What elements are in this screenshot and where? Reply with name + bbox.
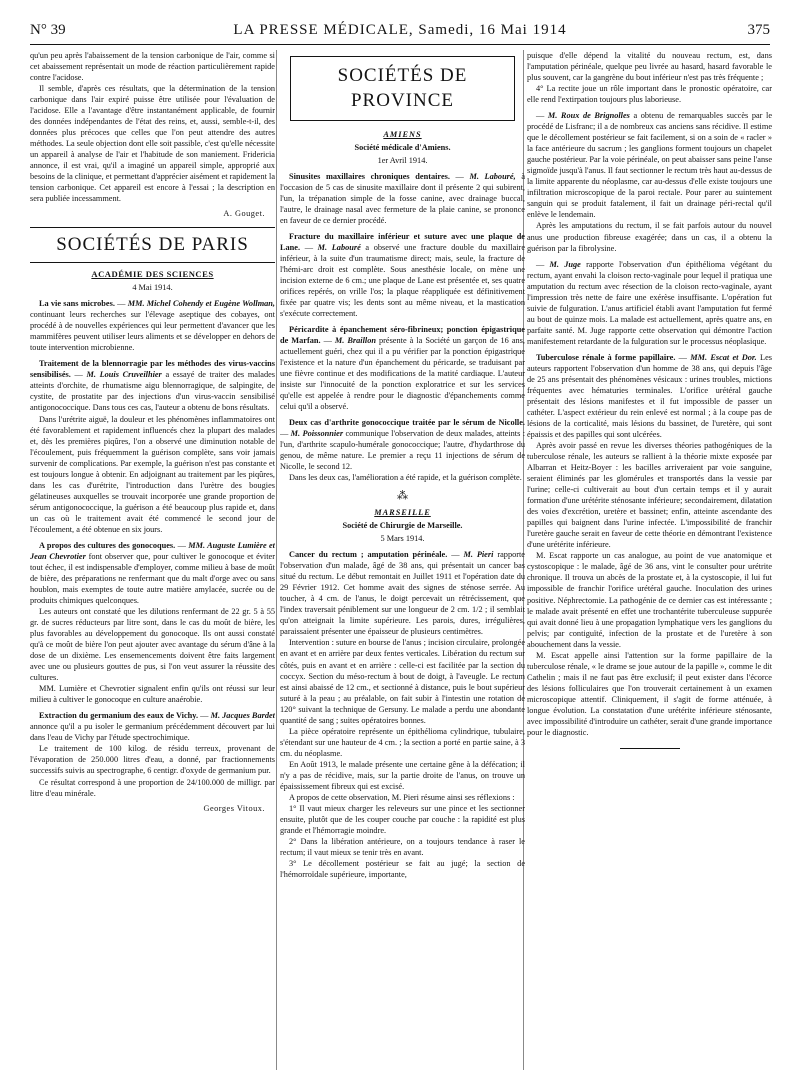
article-title: Cancer du rectum ; amputation périnéale. [289,550,448,560]
article: — M. Juge rapporte l'observation d'un épithélioma végétant du rectum, ayant envahi la cloison recto-vaginale pour lequel il pratiqua une amputation du rectum avec résection de la cloison recto-vaginale, ayant l'impression très nette de faire une exérèse insuffisante. L'opération fut suivie de fulguration. L'anus artificiel établi avant l'amputation fut fermé au bout de quinze mois. La malade est actuellement, après quatre ans, en parfaite santé. M. Juge rapporte cette observation qui démontre l'action manifestement retardante de la fulguration sur le processus néoplasique. [527,259,772,346]
article: Sinusites maxillaires chroniques dentaires. — M. Labouré, à l'occasion de 5 cas de sinusite maxillaire dont il présente 2 qui subirent, l'un, la trépanation simple de la fosse canine, avec drainage buccal, l'autre, le drainage nasal avec fermeture de la plaie canine, se prononce en faveur de ce dernier procédé. [280,171,525,225]
article: Tuberculose rénale à forme papillaire. — MM. Escat et Dor. Les auteurs rapportent l'observation d'un homme de 38 ans, qui depuis l'âge de 25 ans présentait des phénomènes vésicaux : urines troubles, mictions fréquentes avec hématuries terminales. L'orifice urétéral gauche présentait des lésions manifestes et il fut impossible de passer un cathéter. L'aspect extérieur du rein enlevé est normal ; à la coupe pas de lésions de la corticalité, mais lésions du bassinet, de l'uretère, qui sont épaissis et des papilles qui sont ulcérées. Après avoir passé en revue les diverses théories pathogéniques de la tuberculose rénale, les auteurs se rallient à la théorie mixte exposée par Albarran et Heitz-Boyer : les bacilles arriveraient par voie sanguine, seraient éliminés par les glomérules et transportés dans la vessie par l'urine; celle-ci cultiverait au bout d'un certain temps et il y aurait formation d'une urétérite sténosante inférieure; secondairement, dilatation des voies d'excrétion, uretère et bassinet; enfin, atteinte ascendante des papilles qui baignent dans l'urine infectée. L'impossibilité de franchir l'uretère gauche serait en faveur de cette théorie en démontrant l'existence d'une urétérite inférieure. M. Escat rapporte un cas analogue, au point de vue anatomique et cystoscopique : le malade, âgé de 36 ans, vint le consulter pour urétrite chronique. Il trouva un abcès de la prostate et, à la cystoscopie, il lui fut impossible de franchir l'orifice urétéral gauche. Inoculation des urines positive. Néphrectomie. La pathogénie de ce dernier cas est intéressante ; le malade avait présenté en effet une trochantérite tuberculeuse suppurée qui avait donné lieu à une propagation lymphatique vers les ganglions du pelvis; par contiguïté, infection de la prostate et de l'uretère à son abouchement dans la vessie. M. Escat appelle ainsi l'attention sur la forme papillaire de la tuberculose rénale, « le drame se joue autour de la papille », comme le dit Cathelin ; mais il ne faut pas être exclusif; il peut exister dans l'écorce des lésions folliculaires que l'on trouverait certainement à un examen microscopique attentif. Cliniquement, il s'agit de forme atténuée, à longue évolution. La constatation d'une urétérite inférieure sténosante, avec impossibilité d'introduire un cathéter, serait d'une grande importance pour le diagnostic. [527,352,772,737]
paragraph: La pièce opératoire représente un épithélioma cylindrique, tubulaire, s'étendant sur une hauteur de 4 cm. ; la section a porté en partie saine, à 3 cm. du néoplasme. [280,726,525,758]
article-body: annonce qu'il a pu isoler le germanium précédemment découvert par lui dans l'eau de Vichy par l'étude spectrochimique. [30,722,275,743]
author-signature: A. Gouget. [223,209,265,219]
article-authors: M. Louis Cruveilhier [86,370,162,380]
paragraph: A propos de cette observation, M. Pieri résume ainsi ses réflexions : [289,792,515,802]
city-heading: MARSEILLE [374,508,431,518]
article: Fracture du maxillaire inférieur et suture avec une plaque de Lane. — M. Labouré a observé une fracture double du maxillaire inférieur, à la suite d'un traumatisme direct; mais, seule, la fracture de l'hémi-arc droit est complète. Sous anesthésie locale, on mène une incision externe de 6 cm.; une plaque de Lane est présentée et, ses quatre orifices repérés, on vrille l'os; la plaque réappliquée est définitivement fixée par quatre vis; les dents sont au même niveau, et la mastication s'exécute correctement. [280,231,525,318]
paragraph: En Août 1913, le malade présente une certaine gêne à la défécation; il n'y a pas de récidive, mais, sur la partie droite de l'anus, on trouve un épaississement fibreux qui est excisé. [280,759,525,791]
article-title: Tuberculose rénale à forme papillaire. [536,352,676,362]
article-body: présente à la Société un garçon de 16 ans, actuellement guéri, chez qui il a pu vérifier par la ponction épigastrique l'existence et la nature d'un épanchement du péricarde, se traduisant par une fièvre continue et des modifications de la matité cardiaque. L'auteur insiste sur l'innocuité de la ponction exploratrice et sur les services qu'elle est appelée à rendre pour le diagnostic d'épanchements comme celui qu'il a observé. [280,336,525,412]
issue-number: N° 39 [30,22,66,38]
page-number: 375 [747,22,770,38]
paragraph: Intervention : suture en bourse de l'anus ; incision circulaire, prolongée en avant et en arrière par deux fentes verticales. Libération du rectum sur côtés, puis en avant et en arrière : celle-ci est facilitée par la section du coccyx. Section du méso-rectum à bout de doigt, à l'aveugle. Le rectum est ainsi abaissé de 12 cm., et sectionné à distance, puis le bout supérieur suturé à la peau ; au préalable, on fait subir à l'intestin une rotation de 120° suivant la technique de Gersuny. Le malade a perdu une abondante quantité de sang ; suites opératoires bonnes. [280,638,525,725]
paragraph: puisque d'elle dépend la vitalité du nouveau rectum, est, dans l'amputation périnéale, quelque peu livrée au hasard, hasard favorable le plus souvent, car la gangrène du bout inférieur n'est pas très fréquente ; [527,51,772,83]
section-heading-province: SOCIÉTÉS DE PROVINCE [290,56,515,121]
article-title: Deux cas d'arthrite gonococcique traitée par le sérum de Nicolle. [289,418,525,428]
article-body: à l'occasion de 5 cas de sinusite maxillaire dont il présente 2 qui subirent, l'un, la trépanation simple de la fosse canine, avec drainage buccal, l'autre, le drainage nasal avec fermeture de la plaie canine, se prononce en faveur de ce dernier procédé. [280,171,525,225]
article-body: continuant leurs recherches sur l'élevage aseptique des cobayes, ont procédé à de nouvelles expériences qui leur permettent d'avancer que les mammifères peuvent utiliser leurs aliments et se développer en dehors de toute intervention microbienne. [30,310,275,353]
article-body: rapporte l'observation d'un épithélioma végétant du rectum, ayant envahi la cloison recto-vaginale pour lequel il pratiqua une amputation du rectum avec résection de la cloison recto-vaginale, ayant l'impression très nette de faire une exérèse insuffisante. L'opération fut suivie de fulguration. L'anus artificiel établi avant l'amputation fut fermé au bout de quinze mois. La malade est actuellement, après quatre ans, en parfaite santé. M. Juge rapporte cette observation qui démontre l'action manifestement retardante de la fulguration sur le processus néoplasique. [527,259,772,346]
column-middle [280,50,525,1070]
article-authors: MM. Michel Cohendy et Eugène Wollman, [127,299,275,309]
paragraph: Les auteurs ont constaté que les dilutions renfermant de 22 gr. 5 à 55 gr. de sucres réducteurs par litre sont, dans le cas du moût de bière, les plus favorables au développement du gonocoque. Ils ont aussi constaté qu'à ce moût de bière l'on peut ajouter avec avantage du sérum d'âne à la dose de un dixième. Les ensemencements doivent être faits largement avec une ou plusieurs gouttes de pus, si l'on veut assurer la réussite des cultures. [30,607,275,683]
separator-asterism: ⁂ [397,490,408,503]
paragraph: Le traitement de 100 kilog. de résidu terreux, provenant de l'évaporation de 250.000 litres d'eau, a donné, par fractionnements successifs suivis au spectrographe, 6 centigr. d'oxyde de germanium pur. [30,744,275,776]
article-title: Traitement de la blennorragie par les méthodes des virus-vaccins sensibilisés. [30,359,275,380]
article-authors: M. Juge [549,259,581,269]
paragraph: 2° Dans la libération antérieure, on a toujours tendance à raser le rectum; il vaut mieux se tenir très en avant. [280,837,525,858]
author-signature: Georges Vitoux. [203,803,265,813]
article-body: a obtenu de remarquables succès par le procédé de Lisfranc; il a de nombreux cas anciens sans récidive. Il estime que le décollement postérieur se fait facilement, si on a soin de « racler » la face antérieure du sacrum ; les ganglions forment toujours un chapelet gauche postérieur. Par la voie périnéale, on peut abaisser sans peine l'anse sigmoïde jusqu'à l'anus. Il faut sectionner le rectum très haut au-dessus de la limite apparente du néoplasme, car au-dessus d'elle existe toujours une infiltration microscopique de la paroi rectale. Pour parer au suintement sanguin qui se produit fatalement, il fait un drainage péri-rectal qu'il enlève le lendemain. [527,111,772,220]
article-body: communique l'observation de deux malades, atteints : l'un, d'arthrite scapulo-humérale gonococcique; l'autre, d'hydarthrose du genou, de même nature. Le premier a reçu 11 injections de sérum de Nicolle, le second 12. [280,429,525,472]
article-title: Péricardite à épanchement séro-fibrineux; ponction épigastrique de Marfan. [280,325,525,346]
article-body: Les auteurs rapportent l'observation d'un homme de 38 ans, qui depuis l'âge de 25 ans présentait des phénomènes vésicaux : urines troubles, mictions fréquentes avec hématuries terminales. L'orifice urétéral gauche présentait des lésions manifestes et il fut impossible de passer un cathéter. L'aspect extérieur du rein enlevé est normal ; à la coupe pas de lésions de la corticalité, mais lésions du bassinet, de l'uretère, qui sont épaissis et des papilles qui sont ulcérées. [527,352,772,440]
paragraph: M. Escat rapporte un cas analogue, au point de vue anatomique et cystoscopique : le malade, âgé de 36 ans, vint le consulter pour urétrite chronique. Il trouva un abcès de la prostate et, à la cystoscopie, il lui fut impossible de franchir l'orifice urétéral gauche. Inoculation des urines positive. Néphrectomie. La pathogénie de ce dernier cas est intéressante ; le malade avait présenté en effet une trochantérite tuberculeuse suppurée qui avait donné lieu à une propagation lymphatique vers les ganglions du pelvis; par contiguïté, infection de la prostate et de l'uretère à son abouchement dans la vessie. [527,551,772,649]
paragraph: qu'un peu après l'abaissement de la tension carbonique de l'air, comme si cet abaissement représentait un mode de réaction particulièrement rapide contre l'acidose. [30,51,275,83]
article-title: Sinusites maxillaires chroniques dentaires. [289,171,450,181]
article-body: rapporte l'observation d'un malade, âgé de 38 ans, qui présentait un cancer bas situé du rectum. Le début remontait en Juillet 1911 et l'opération date du 29 Février 1912. Cet homme avait des signes de sténose serrée. Au toucher, à 4 cm. de l'anus, le doigt percevait un rétrécissement, que l'index traversait péniblement sur une longueur de 2 cm. 1/2 ; il semblait qu'on atteignait la limite supérieure. Les parois, dures, irrégulières, paraissaient présenter une épaisseur de plusieurs centimètres. [280,550,525,637]
page-header [30,22,770,42]
article-authors: M. Poissonnier [290,429,344,439]
meeting-date: 4 Mai 1914. [132,283,173,293]
article: Péricardite à épanchement séro-fibrineux; ponction épigastrique de Marfan. — M. Braillon présente à la Société un garçon de 16 ans, actuellement guéri, chez qui il a pu vérifier par la ponction épigastrique l'existence et la nature d'un épanchement du péricarde, se traduisant par une fièvre continue et des modifications de la matité cardiaque. L'auteur insiste sur l'innocuité de la ponction exploratrice et sur les services qu'elle est appelée à rendre pour le diagnostic d'épanchements comme celui qu'il a observé. [280,325,525,412]
paragraph: Il semble, d'après ces résultats, que la détermination de la tension carbonique dans l'air expiré puisse être utilisée pour l'évaluation de l'acidose. Elle a l'avantage d'être instantanément applicable, de fournir des données indépendantes de l'état des reins, et, aussi, semble-t-il, des données plus précoces que celles que l'on peut attendre des autres méthodes. La seule objection dont elle soit passible, c'est qu'elle nécessite un appareil à analyse de l'air et l'habitude de son maniement. Fridericia annonce, il est vrai, qu'il a imaginé un appareil simple, approprié aux besoins de la clinique, et permettant d'apprécier aisément et rapidement la tension carbonique. Cet appareil est encore à l'essai ; la description en sera publiée incessamment. [30,84,275,204]
column-right [527,50,772,1070]
article-title: Fracture du maxillaire inférieur et suture avec une plaque de Lane. [280,231,525,252]
article-authors: M. Labouré, [469,171,516,181]
end-rule [620,748,680,749]
section-heading-paris: SOCIÉTÉS DE PARIS [30,227,275,262]
paragraph: M. Escat appelle ainsi l'attention sur la forme papillaire de la tuberculose rénale, « le drame se joue autour de la papille », comme le dit Cathelin ; mais il ne faut pas être exclusif; il peut exister dans l'écorce des lésions folliculaires que l'on trouverait certainement à un examen microscopique attentif. Cliniquement, il s'agit de forme atténuée, à longue évolution. La constatation d'une urétérite inférieure sténosante, avec impossibilité d'introduire un cathéter, serait d'une grande importance pour le diagnostic. [527,650,772,737]
article-authors: M. Labouré [317,242,361,252]
paragraph: 1° Il vaut mieux charger les releveurs sur une pince et les sectionner ensuite, plutôt que de les couper couche par couche : la rapidité est plus grande et l'hémorragie moindre. [280,803,525,835]
city-heading: AMIENS [383,129,422,139]
meeting-date: 5 Mars 1914. [380,534,425,544]
header-rule [30,44,770,45]
article-authors: MM. Escat et Dor. [690,352,757,362]
article-body: a essayé de traiter des malades atteints d'orchite, de rhumatisme aigu blennorragique, de salpingite, de cystite, de prostatite par des injections d'un virus-vaccin sensibilisé antigonococcique. Dans tous ces cas, l'auteur a obtenu de bons résultats. [30,370,275,413]
article: — M. Roux de Brignolles a obtenu de remarquables succès par le procédé de Lisfranc; il a de nombreux cas anciens sans récidive. Il estime que le décollement postérieur se fait facilement, si on a soin de « racler » la face antérieure du sacrum ; les ganglions forment toujours un chapelet gauche postérieur. Par la voie périnéale, on peut abaisser sans peine l'anse sigmoïde jusqu'à l'anus. Il faut sectionner le rectum très haut au-dessus de la limite apparente du néoplasme, car au-dessus d'elle existe toujours une infiltration microscopique de la paroi rectale. Pour parer au suintement sanguin qui se produit fatalement, il fait un drainage péri-rectal qu'il enlève le lendemain. Après les amputations du rectum, il se fait parfois autour du nouvel anus une production fibreuse exagérée; dans un cas, il a obtenu la guérison par la fibrolysine. [527,111,772,253]
article-title: A propos des cultures des gonocoques. [39,540,176,550]
article-authors: M. Jacques Bardet [210,711,275,721]
article-body: a observé une fracture double du maxillaire inférieur, à la suite d'un traumatisme direct; mais, seule, la fracture de l'hémi-arc droit est complète. Sous anesthésie locale, on mène une incision externe de 6 cm.; une plaque de Lane est présentée et, ses quatre orifices repérés, on vrille l'os; la plaque réappliquée est définitivement fixée par quatre vis; les dents sont au même niveau, et la mastication s'exécute correctement. [280,242,525,318]
paragraph: Dans l'urétrite aiguë, la douleur et les phénomènes inflammatoires ont été favorablement et rapidement influencés chez la plupart des malades et, dès les premières piqûres, l'on a observé une diminution notable de l'écoulement, puis fréquemment la guérison complète, sans voir jamais survenir de complications. Par exemple, la guérison n'est pas constante et est toujours longue à obtenir. En adjoignant au traitement par les piqûres, dans les cas d'urétrite, l'introduction dans l'urètre des bougies gélatineuses auxquelles se trouvait incorporée une grande proportion de sérum antigonococcique, la guérison a été beaucoup plus rapide et, dans un cas où le traitement avait été commencé le second jour de l'écoulement, a été obtenue en six jours. [30,414,275,534]
article-authors: M. Braillon [334,336,376,346]
society-name: Société de Chirurgie de Marseille. [342,521,463,531]
article: La vie sans microbes. — MM. Michel Cohendy et Eugène Wollman, continuant leurs recherches sur l'élevage aseptique des cobayes, ont procédé à de nouvelles expériences qui leur permettent d'avancer que les mammifères peuvent utiliser leurs aliments et se développer en dehors de toute intervention microbienne. [30,299,275,353]
article-title: Extraction du germanium des eaux de Vichy. [39,711,199,721]
article-authors: MM. Auguste Lumière et Jean Chevrotier [30,540,275,561]
article: A propos des cultures des gonocoques. — MM. Auguste Lumière et Jean Chevrotier font observer que, pour cultiver le gonocoque et éviter tout échec, il est indispensable d'employer, comme milieu à base de moût de bière, des préparations ne renfermant que du malt d'orge avec ou sans houblon, mais exemptes de toute autre matière amylacée, sucrée ou de produits chimiques quelconques. Les auteurs ont constaté que les dilutions renfermant de 22 gr. 5 à 55 gr. de sucres réducteurs par litre sont, dans le cas du moût de bière, les plus favorables au développement du gonocoque. Ils ont aussi constaté qu'à ce moût de bière l'on peut ajouter avec avantage du sérum d'âne à la dose de un dixième. Les ensemencements doivent être faits largement avec une ou plusieurs gouttes de pus, si l'on veut assurer la réussite des cultures. MM. Lumière et Chevrotier signalent enfin qu'ils ont réussi sur leur milieu à cultiver le gonocoque en culture anaérobie. [30,540,275,705]
article-body: font observer que, pour cultiver le gonocoque et éviter tout échec, il est indispensable d'employer, comme milieu à base de moût de bière, des préparations ne renfermant que du malt d'orge avec ou sans houblon, mais exemptes de toute autre matière amylacée, sucrée ou de produits chimiques quelconques. [30,551,275,605]
society-name: ACADÉMIE DES SCIENCES [91,268,214,279]
article-authors: M. Roux de Brignolles [547,111,630,121]
column-divider [276,50,277,1070]
society-name: Société médicale d'Amiens. [354,142,451,152]
paragraph: Dans les deux cas, l'amélioration a été rapide, et la guérison complète. [289,473,522,483]
article: Cancer du rectum ; amputation périnéale. — M. Pieri rapporte l'observation d'un malade, âgé de 38 ans, qui présentait un cancer bas situé du rectum. Le début remontait en Juillet 1911 et l'opération date du 29 Février 1912. Cet homme avait des signes de sténose serrée. Au toucher, à 4 cm. de l'anus, le doigt percevait un rétrécissement, que l'index traversait péniblement sur une longueur de 2 cm. 1/2 ; il semblait qu'on atteignait la limite supérieure. Les parois, dures, irrégulières, paraissaient présenter une épaisseur de plusieurs centimètres. Intervention : suture en bourse de l'anus ; incision circulaire, prolongée en avant et en arrière par deux fentes verticales. Libération du rectum sur côtés, puis en avant et en arrière : celle-ci est facilitée par la section du coccyx. Section du méso-rectum à bout de doigt, à l'aveugle. Le rectum est ainsi abaissé de 12 cm., et sectionné à distance, puis le bout supérieur suturé à la peau ; au préalable, on fait subir à l'intestin une rotation de 120° suivant la technique de Gersuny. Le malade a perdu une abondante quantité de sang ; suites opératoires bonnes. La pièce opératoire représente un épithélioma cylindrique, tubulaire, s'étendant sur une hauteur de 4 cm. ; la section a porté en partie saine, à 3 cm. du néoplasme. En Août 1913, le malade présente une certaine gêne à la défécation; il n'y a pas de récidive, mais, sur la partie droite de l'anus, on trouve un épaississement fibreux qui est excisé. A propos de cette observation, M. Pieri résume ainsi ses réflexions : 1° Il vaut mieux charger les releveurs sur une pince et les sectionner ensuite, plutôt que de les couper couche par couche : la rapidité est plus grande et l'hémorragie moindre. 2° Dans la libération antérieure, on a toujours tendance à raser le rectum; il vaut mieux se tenir très en avant. 3° Le décollement postérieur se fait au jugé; la section de l'hémorroïdale supérieure, importante, [280,550,525,880]
journal-title: LA PRESSE MÉDICALE, Samedi, 16 Mai 1914 [233,22,567,38]
article-authors: M. Pieri [463,550,494,560]
article-title: La vie sans microbes. [39,299,115,309]
column-left [30,50,275,1070]
meeting-date: 1er Avril 1914. [377,155,428,165]
article: Traitement de la blennorragie par les méthodes des virus-vaccins sensibilisés. — M. Louis Cruveilhier a essayé de traiter des malades atteints d'orchite, de rhumatisme aigu blennorragique, de salpingite, de cystite, de prostatite par des injections d'un virus-vaccin sensibilisé antigonococcique. Dans tous ces cas, l'auteur a obtenu de bons résultats. Dans l'urétrite aiguë, la douleur et les phénomènes inflammatoires ont été favorablement et rapidement influencés chez la plupart des malades et, dès les premières piqûres, l'on a observé une diminution notable de l'écoulement, puis fréquemment la guérison complète, sans voir jamais survenir de complications. Par exemple, la guérison n'est pas constante et est toujours longue à obtenir. En adjoignant au traitement par les piqûres, dans les cas d'urétrite, l'introduction dans l'urètre des bougies gélatineuses auxquelles se trouvait incorporée une grande proportion de sérum antigonococcique, la guérison a été beaucoup plus rapide et, dans un cas où le traitement avait été commencé le second jour de l'écoulement, a été obtenue en six jours. [30,359,275,534]
paragraph: Ce résultat correspond à une proportion de 24/100.000 de milligr. par litre d'eau minérale. [30,777,275,798]
article: Extraction du germanium des eaux de Vichy. — M. Jacques Bardet annonce qu'il a pu isoler le germanium précédemment découvert par lui dans l'eau de Vichy par l'étude spectrochimique. Le traitement de 100 kilog. de résidu terreux, provenant de l'évaporation de 250.000 litres d'eau, a donné, par fractionnements successifs suivis au spectrographe, 6 centigr. d'oxyde de germanium pur. Ce résultat correspond à une proportion de 24/100.000 de milligr. par litre d'eau minérale. [30,711,275,798]
paragraph: Après avoir passé en revue les diverses théories pathogéniques de la tuberculose rénale, les auteurs se rallient à la théorie mixte exposée par Albarran et Heitz-Boyer : les bacilles arriveraient par voie sanguine, seraient éliminés par les glomérules et transportés dans la vessie par l'urine; celle-ci cultiverait au bout d'un certain temps et il y aurait formation d'une urétérite sténosante inférieure; secondairement, dilatation des voies d'excrétion, uretère et bassinet; enfin, atteinte ascendante des papilles qui baignent dans l'urine infectée. L'impossibilité de franchir l'uretère gauche serait en faveur de cette théorie en démontrant l'existence d'une urétérite inférieure. [527,441,772,550]
paragraph: 3° Le décollement postérieur se fait au jugé; la section de l'hémorroïdale supérieure, importante, [280,859,525,880]
paragraph: MM. Lumière et Chevrotier signalent enfin qu'ils ont réussi sur leur milieu à cultiver le gonocoque en culture anaérobie. [30,684,275,705]
paragraph: Après les amputations du rectum, il se fait parfois autour du nouvel anus une production fibreuse exagérée; dans un cas, il a obtenu la guérison par la fibrolysine. [527,221,772,253]
article: Deux cas d'arthrite gonococcique traitée par le sérum de Nicolle. — M. Poissonnier communique l'observation de deux malades, atteints : l'un, d'arthrite scapulo-humérale gonococcique; l'autre, d'hydarthrose du genou, de même nature. Le premier a reçu 11 injections de sérum de Nicolle, le second 12. Dans les deux cas, l'amélioration a été rapide, et la guérison complète. [280,418,525,483]
paragraph: 4° La rectite joue un rôle important dans le pronostic opératoire, car elle rend l'extirpation toujours plus laborieuse. [527,84,772,105]
